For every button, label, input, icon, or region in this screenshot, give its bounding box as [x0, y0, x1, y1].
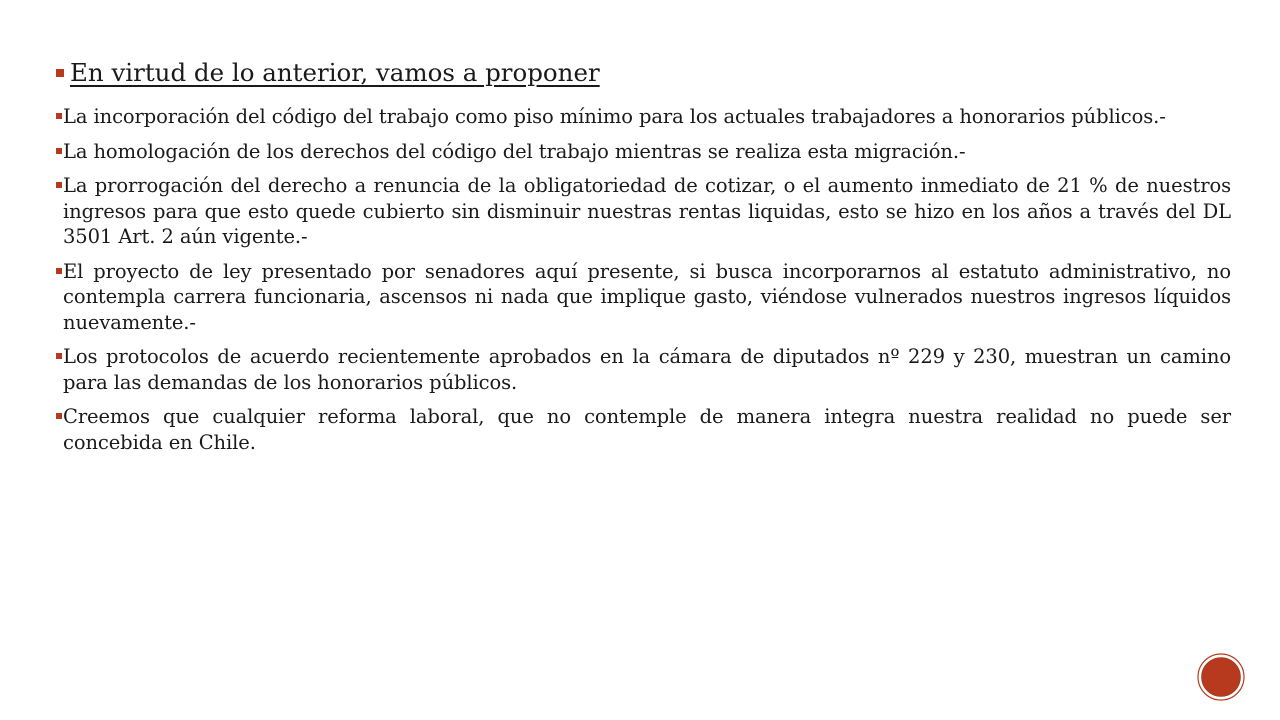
bullet-paragraph: [56, 404, 1231, 455]
circle-ornament-icon: [1197, 653, 1245, 701]
paragraph-text: El proyecto de ley presentado por senadores aquí presente, si busca incorporarnos al estatuto administrativo, no contempla carrera funcionaria, ascensos ni nada que implique gasto, viéndose vulnerados nuestros ingresos líquidos nuevamente.-: [63, 259, 1231, 334]
bullet-paragraph: [56, 259, 1231, 336]
slide-content: [56, 56, 1231, 464]
bullet-paragraph: [56, 173, 1231, 250]
square-bullet-icon: [56, 182, 62, 188]
bullet-paragraph: [56, 139, 1231, 165]
paragraph-text: Los protocolos de acuerdo recientemente aprobados en la cámara de diputados nº 229 y 230, muestran un camino para las demandas de los honorarios públicos.: [63, 345, 1231, 394]
paragraph-text: La homologación de los derechos del código del trabajo mientras se realiza esta migración.-: [63, 139, 966, 163]
square-bullet-icon: [56, 148, 62, 154]
heading-text: En virtud de lo anterior, vamos a proponer: [70, 58, 600, 87]
slide-heading: [56, 56, 1231, 90]
square-bullet-icon: [56, 353, 62, 359]
bullet-paragraph: [56, 104, 1231, 130]
paragraph-text: La prorrogación del derecho a renuncia de la obligatoriedad de cotizar, o el aumento inmediato de 21 % de nuestros ingresos para que esto quede cubierto sin disminuir nuestras rentas liquidas, esto se hizo en los años a través del DL 3501 Art. 2 aún vigente.-: [63, 174, 1231, 248]
paragraph-text: Creemos que cualquier reforma laboral, que no contemple de manera integra nuestra realidad no puede ser concebida en Chile.: [63, 405, 1231, 454]
square-bullet-icon: [56, 113, 62, 119]
paragraph-text: La incorporación del código del trabajo como piso mínimo para los actuales trabajadores a honorarios públicos.-: [63, 105, 1166, 128]
bullet-paragraph: [56, 344, 1231, 395]
square-bullet-icon: [56, 413, 62, 419]
square-bullet-icon: [56, 69, 64, 77]
square-bullet-icon: [56, 268, 62, 274]
